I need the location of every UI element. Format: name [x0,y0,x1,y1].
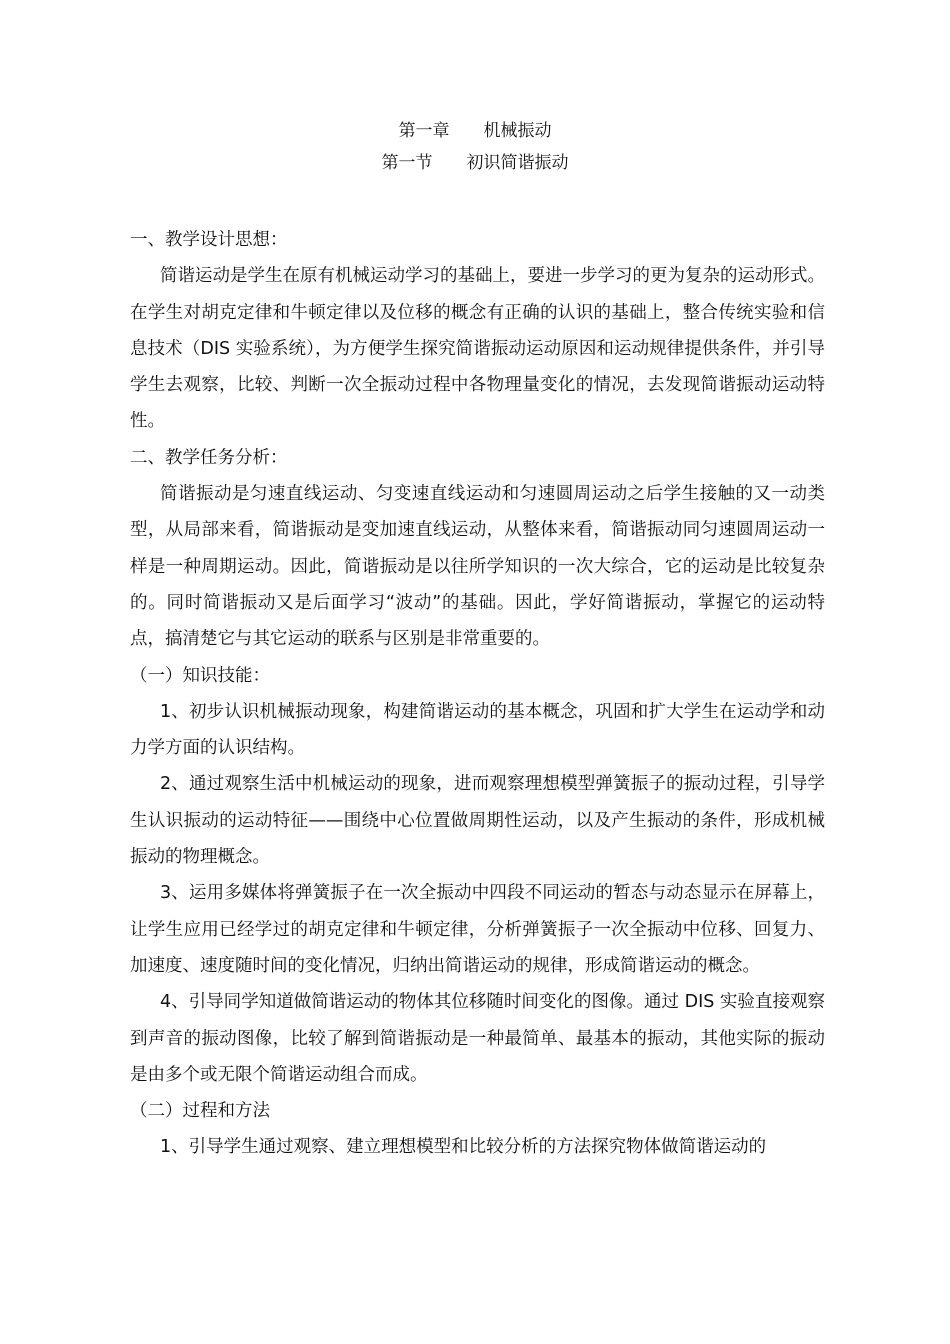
knowledge-item-1: 1、初步认识机械振动现象，构建简谐运动的基本概念，巩固和扩大学生在运动学和动力学方面的认识结构。 [130,701,825,759]
paragraph-task-analysis: 简谐振动是匀速直线运动、匀变速直线运动和匀速圆周运动之后学生接触的又一动类型，从局部来看，简谐振动是变加速直线运动，从整体来看，简谐振动同匀速圆周运动一样是一种周期运动。因此，简谐振动是以往所学知识的一次大综合，它的运动是比较复杂的。同时简谐振动又是后面学习“波动”的基础。因此，学好简谐振动，掌握它的运动特点，搞清楚它与其它运动的联系与区别是非常重要的。 [130,484,825,650]
knowledge-item-4: 4、引导同学知道做简谐运动的物体其位移随时间变化的图像。通过 DIS 实验直接观察到声音的振动图像，比较了解到简谐振动是一种最简单、最基本的振动，其他实际的振动是由多个或无限个简谐运动组合而成。 [130,992,825,1085]
knowledge-item-3: 3、运用多媒体将弹簧振子在一次全振动中四段不同运动的暂态与动态显示在屏幕上，让学生应用已经学过的胡克定律和牛顿定律，分析弹簧振子一次全振动中位移、回复力、加速度、速度随时间的变化情况，归纳出简谐运动的规律，形成简谐运动的概念。 [130,883,825,976]
knowledge-item-2: 2、通过观察生活中机械运动的现象，进而观察理想模型弹簧振子的振动过程，引导学生认识振动的运动特征——围绕中心位置做周期性运动，以及产生振动的条件，形成机械振动的物理概念。 [130,774,825,868]
chapter-title: 第一章 机械振动 [398,121,552,141]
document-body [130,222,825,1166]
section-title: 第一节 初识简谐振动 [381,153,569,173]
subheading-knowledge-skills: （一）知识技能： [130,665,270,686]
heading-design-idea: 一、教学设计思想： [130,230,288,250]
heading-task-analysis: 二、教学任务分析： [130,447,288,468]
subheading-process-method: （二）过程和方法 [130,1101,270,1122]
paragraph-design-idea: 简谐运动是学生在原有机械运动学习的基础上，要进一步学习的更为复杂的运动形式。在学生对胡克定律和牛顿定律以及位移的概念有正确的认识的基础上，整合传统实验和信息技术（DIS 实验系统），为方便学生探究简谐振动运动原因和运动规律提供条件，并引导学生去观察，比较、判断一次全振动过程中各物理量变化的情况，去发现简谐振动运动特性。 [130,266,825,432]
method-item-1: 1、引导学生通过观察、建立理想模型和比较分析的方法探究物体做简谐运动的 [160,1137,767,1158]
